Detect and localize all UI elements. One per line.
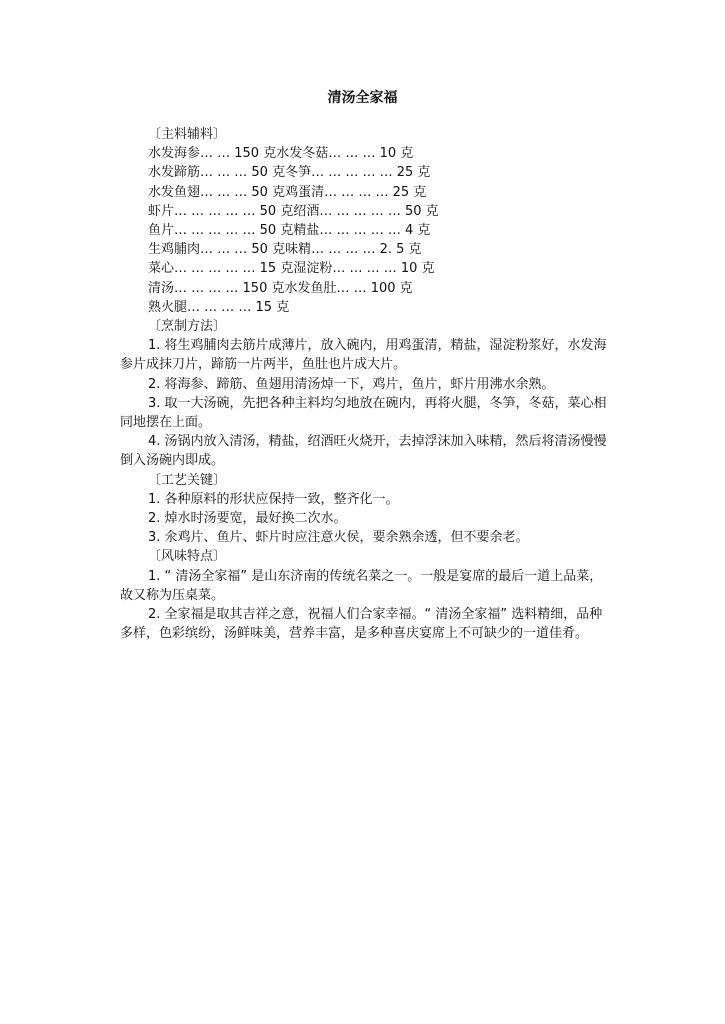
ingredient-line: 菜心… … … … … 15 克湿淀粉… … … … 10 克 <box>148 261 435 277</box>
feature-paragraph: 1. “ 清汤全家福” 是山东济南的传统名菜之一。一般是宴席的最后一道上品菜，故又称为压桌菜。 <box>120 568 603 603</box>
recipe-body <box>120 125 610 643</box>
feature-paragraph: 2. 全家福是取其吉祥之意，祝福人们合家幸福。“ 清汤全家福” 选料精细，品种多样，色彩缤纷，汤鲜味美，营养丰富，是多种喜庆宴席上不可缺少的一道佳肴。 <box>120 607 603 642</box>
key-point: 3. 氽鸡片、鱼片、虾片时应注意火侯，要余熟余透，但不要余老。 <box>148 530 529 546</box>
ingredient-line: 水发鱼翅… … … 50 克鸡蛋清… … … … 25 克 <box>148 184 427 200</box>
ingredient-line: 虾片… … … … … 50 克绍酒… … … … … 50 克 <box>148 203 439 219</box>
keys-header: 〔工艺关键〕 <box>148 472 227 488</box>
ingredient-line: 鱼片… … … … … 50 克精盐… … … … … 4 克 <box>148 223 431 239</box>
method-step: 3. 取一大汤碗，先把各种主料均匀地放在碗内，再将火腿，冬笋，冬菇，菜心相同地摆在上面。 <box>120 395 607 431</box>
ingredient-line: 清汤… … … … 150 克水发鱼肚… … 100 克 <box>148 280 413 296</box>
ingredient-line: 熟火腿… … … … 15 克 <box>148 299 290 315</box>
ingredient-line: 水发海参… … 150 克水发冬菇… … … 10 克 <box>148 146 414 162</box>
ingredient-line: 生鸡脯肉… … … 50 克味精… … … … 2. 5 克 <box>148 242 422 258</box>
features-header: 〔风味特点〕 <box>148 549 227 565</box>
method-step: 2. 将海参、蹄筋、鱼翅用清汤焯一下，鸡片，鱼片，虾片用沸水余熟。 <box>148 376 555 392</box>
key-point: 2. 焯水时汤要宽，最好换二次水。 <box>148 511 347 527</box>
method-step: 1. 将生鸡脯肉去筋片成薄片，放入碗内，用鸡蛋清，精盐，湿淀粉浆好，水发海参片成抹刀片，蹄筋一片两半，鱼肚也片成大片。 <box>120 338 607 373</box>
ingredients-header: 〔主料辅料〕 <box>148 127 227 142</box>
page-title: 清汤全家福 <box>327 90 398 106</box>
key-point: 1. 各种原料的形状应保持一致，整齐化一。 <box>148 491 399 507</box>
ingredient-line: 水发蹄筋… … … 50 克冬笋… … … … … 25 克 <box>148 165 431 181</box>
method-step: 4. 汤锅内放入清汤，精盐，绍酒旺火烧开，去掉浮沫加入味精，然后将清汤慢慢倒入汤碗内即成。 <box>120 434 607 469</box>
method-header: 〔烹制方法〕 <box>148 319 227 335</box>
